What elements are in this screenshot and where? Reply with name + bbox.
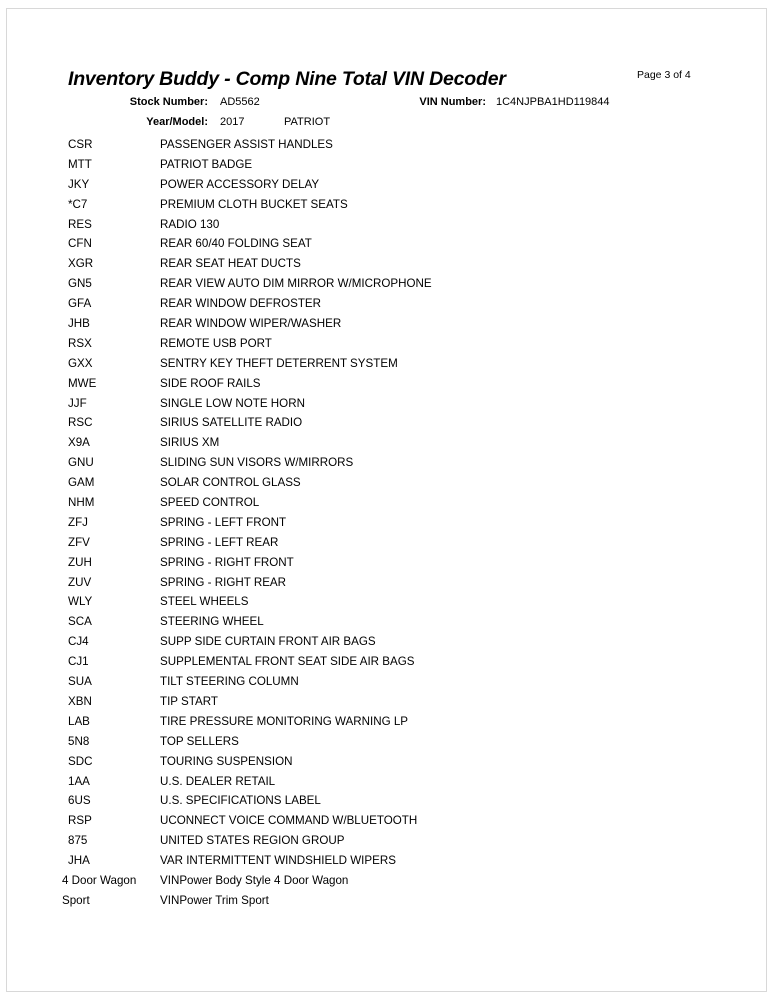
option-description: SPEED CONTROL <box>160 496 260 510</box>
option-description: UNITED STATES REGION GROUP <box>160 834 345 848</box>
option-code: GFA <box>68 297 92 311</box>
option-row <box>0 516 773 536</box>
option-description: SIRIUS XM <box>160 436 220 450</box>
option-row <box>0 337 773 357</box>
option-description: SPRING - LEFT FRONT <box>160 515 287 529</box>
option-row <box>0 138 773 158</box>
option-code: X9A <box>68 436 90 450</box>
option-code: GAM <box>68 476 95 490</box>
option-row <box>0 894 773 914</box>
option-row <box>0 416 773 436</box>
option-description: SUPP SIDE CURTAIN FRONT AIR BAGS <box>160 635 376 649</box>
option-code: JJF <box>68 396 87 410</box>
option-row <box>0 496 773 516</box>
option-code: SCA <box>68 615 92 629</box>
option-row <box>0 854 773 874</box>
option-row <box>0 755 773 775</box>
option-code: RSC <box>68 416 93 430</box>
option-description: SIDE ROOF RAILS <box>160 376 261 390</box>
option-code: RES <box>68 217 92 231</box>
option-row <box>0 595 773 615</box>
option-row <box>0 556 773 576</box>
option-row <box>0 814 773 834</box>
option-code: JHA <box>68 854 90 868</box>
option-description: REMOTE USB PORT <box>160 336 272 350</box>
vehicle-meta <box>68 96 708 136</box>
option-code: JHB <box>68 317 90 331</box>
option-description: SPRING - RIGHT REAR <box>160 575 287 589</box>
option-description: UCONNECT VOICE COMMAND W/BLUETOOTH <box>160 814 418 828</box>
option-code: ZFV <box>68 535 90 549</box>
option-description: SENTRY KEY THEFT DETERRENT SYSTEM <box>160 356 398 370</box>
vin-number-label: VIN Number: <box>419 96 486 108</box>
page-edge-top <box>6 8 767 9</box>
option-description: PATRIOT BADGE <box>160 157 253 171</box>
option-row <box>0 297 773 317</box>
option-code: XGR <box>68 257 94 271</box>
option-row <box>0 158 773 178</box>
option-code: SUA <box>68 675 92 689</box>
year-model-label: Year/Model: <box>146 116 208 128</box>
option-row <box>0 377 773 397</box>
option-row <box>0 357 773 377</box>
option-code: ZUH <box>68 555 92 569</box>
option-row <box>0 436 773 456</box>
option-description: POWER ACCESSORY DELAY <box>160 177 320 191</box>
option-description: VAR INTERMITTENT WINDSHIELD WIPERS <box>160 854 396 868</box>
option-code: CJ4 <box>68 635 89 649</box>
option-code: RSP <box>68 814 92 828</box>
option-row <box>0 476 773 496</box>
option-description: U.S. DEALER RETAIL <box>160 774 276 788</box>
option-row <box>0 635 773 655</box>
option-code: WLY <box>68 595 93 609</box>
option-description: REAR SEAT HEAT DUCTS <box>160 257 301 271</box>
option-description: SUPPLEMENTAL FRONT SEAT SIDE AIR BAGS <box>160 655 415 669</box>
option-row <box>0 198 773 218</box>
option-description: SINGLE LOW NOTE HORN <box>160 396 305 410</box>
option-code: 5N8 <box>68 734 90 748</box>
meta-row-year-model <box>68 116 708 136</box>
option-code: CSR <box>68 138 93 151</box>
page-edge-bottom <box>6 991 767 992</box>
option-code: Sport <box>62 893 90 907</box>
option-description: SIRIUS SATELLITE RADIO <box>160 416 303 430</box>
option-description: REAR WINDOW WIPER/WASHER <box>160 317 342 331</box>
option-code: *C7 <box>68 197 88 211</box>
option-code: CJ1 <box>68 655 89 669</box>
option-code: SDC <box>68 754 93 768</box>
option-row <box>0 794 773 814</box>
option-description: VINPower Body Style 4 Door Wagon <box>160 873 349 887</box>
option-code: ZFJ <box>68 515 88 529</box>
option-description: TOURING SUSPENSION <box>160 754 293 768</box>
option-row <box>0 456 773 476</box>
page-title: Inventory Buddy - Comp Nine Total VIN Decoder <box>68 68 506 90</box>
option-code: 6US <box>68 794 91 808</box>
year-value: 2017 <box>220 116 245 128</box>
option-row <box>0 775 773 795</box>
option-description: STEEL WHEELS <box>160 595 249 609</box>
option-row <box>0 615 773 635</box>
meta-row-stock-vin <box>68 96 708 116</box>
option-code: LAB <box>68 714 90 728</box>
option-row <box>0 218 773 238</box>
option-description: VINPower Trim Sport <box>160 893 269 907</box>
option-description: TOP SELLERS <box>160 734 239 748</box>
option-description: RADIO 130 <box>160 217 220 231</box>
option-code: 875 <box>68 834 88 848</box>
option-row <box>0 695 773 715</box>
option-description: PASSENGER ASSIST HANDLES <box>160 138 333 151</box>
model-value: PATRIOT <box>284 116 331 128</box>
option-row <box>0 277 773 297</box>
option-code: RSX <box>68 336 92 350</box>
option-description: SLIDING SUN VISORS W/MIRRORS <box>160 456 354 470</box>
option-row <box>0 834 773 854</box>
option-code: XBN <box>68 694 92 708</box>
option-row <box>0 237 773 257</box>
option-code: NHM <box>68 496 95 510</box>
option-description: STEERING WHEEL <box>160 615 264 629</box>
option-row <box>0 735 773 755</box>
option-code: GN5 <box>68 277 92 291</box>
option-description: TIRE PRESSURE MONITORING WARNING LP <box>160 714 409 728</box>
stock-number-value: AD5562 <box>220 96 260 108</box>
option-row <box>0 178 773 198</box>
option-code: 1AA <box>68 774 90 788</box>
option-code: MWE <box>68 376 97 390</box>
option-code: 4 Door Wagon <box>62 873 137 887</box>
option-row <box>0 874 773 894</box>
option-description: SPRING - LEFT REAR <box>160 535 279 549</box>
option-code: MTT <box>68 157 92 171</box>
option-code: GNU <box>68 456 94 470</box>
page-number: Page 3 of 4 <box>637 69 691 81</box>
option-row <box>0 257 773 277</box>
option-row <box>0 397 773 417</box>
option-description: REAR WINDOW DEFROSTER <box>160 297 322 311</box>
option-row <box>0 655 773 675</box>
option-description: TIP START <box>160 694 218 708</box>
option-row <box>0 576 773 596</box>
option-row <box>0 675 773 695</box>
option-code: ZUV <box>68 575 92 589</box>
option-description: SPRING - RIGHT FRONT <box>160 555 294 569</box>
option-row <box>0 715 773 735</box>
option-codes-list <box>0 138 773 914</box>
option-description: TILT STEERING COLUMN <box>160 675 299 689</box>
option-row <box>0 536 773 556</box>
option-description: PREMIUM CLOTH BUCKET SEATS <box>160 197 348 211</box>
option-description: REAR VIEW AUTO DIM MIRROR W/MICROPHONE <box>160 277 432 291</box>
option-code: JKY <box>68 177 90 191</box>
option-description: U.S. SPECIFICATIONS LABEL <box>160 794 321 808</box>
option-description: REAR 60/40 FOLDING SEAT <box>160 237 312 251</box>
option-description: SOLAR CONTROL GLASS <box>160 476 301 490</box>
option-code: CFN <box>68 237 92 251</box>
option-row <box>0 317 773 337</box>
vin-number-value: 1C4NJPBA1HD119844 <box>496 96 610 108</box>
option-code: GXX <box>68 356 93 370</box>
stock-number-label: Stock Number: <box>129 96 208 108</box>
